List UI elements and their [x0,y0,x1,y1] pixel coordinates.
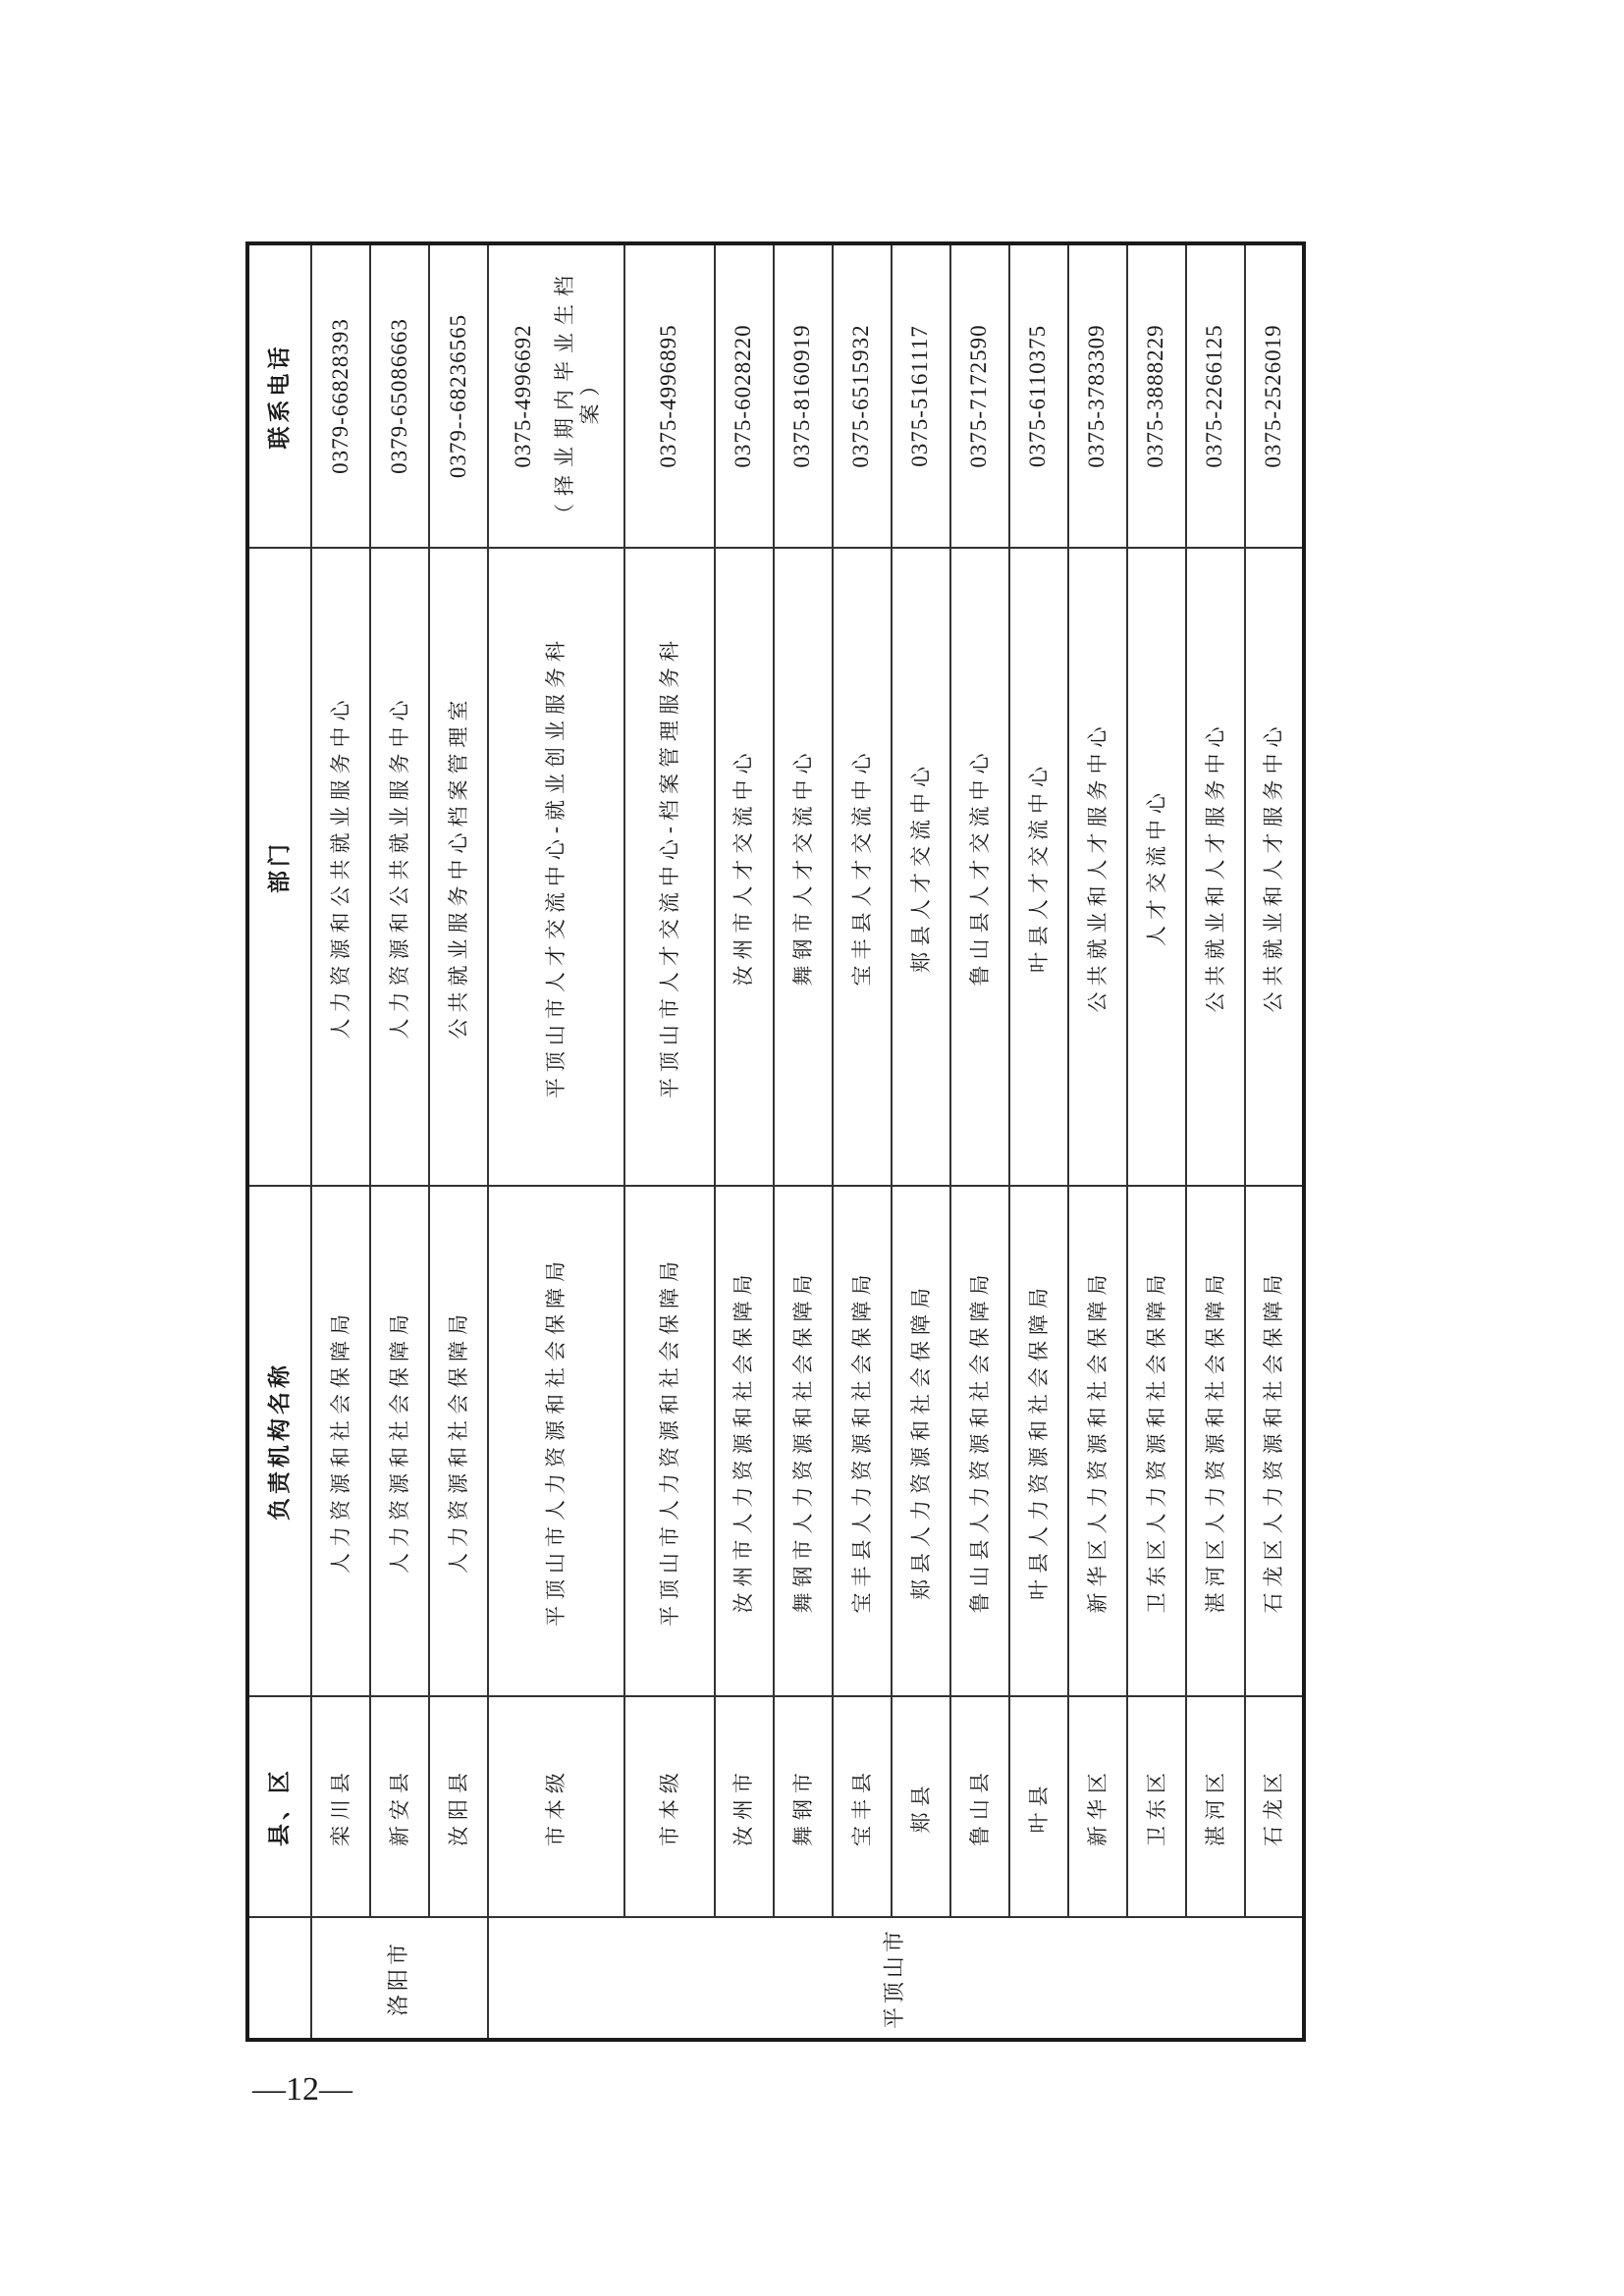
department-cell: 人力资源和公共就业服务中心 [311,548,370,1186]
department-cell: 宝丰县人才交流中心 [833,548,892,1186]
table-row [488,243,624,2040]
agency-cell: 宝丰县人力资源和社会保障局 [833,1186,892,1696]
county-cell: 石龙区 [1245,1696,1304,1917]
header-region [247,1917,311,2040]
table-row [429,243,488,2040]
phone-cell: 0379--68236565 [429,243,488,548]
agency-cell: 平顶山市人力资源和社会保障局 [488,1186,624,1696]
phone-cell: 0375-6110375 [1009,243,1068,548]
table-row [311,243,370,2040]
phone-cell: 0375-3888229 [1127,243,1186,548]
department-cell: 鲁山县人才交流中心 [950,548,1009,1186]
county-cell: 新安县 [370,1696,429,1917]
department-cell: 郏县人才交流中心 [892,548,950,1186]
agency-cell: 舞钢市人力资源和社会保障局 [774,1186,833,1696]
table-row [1186,243,1245,2040]
department-cell: 公共就业服务中心档案管理室 [429,548,488,1186]
county-cell: 叶县 [1009,1696,1068,1917]
table-row [892,243,950,2040]
county-cell: 宝丰县 [833,1696,892,1917]
table-row [624,243,714,2040]
table-row [1245,243,1304,2040]
county-cell: 新华区 [1068,1696,1127,1917]
county-cell: 湛河区 [1186,1696,1245,1917]
table-row [1127,243,1186,2040]
phone-number: 0375-4996692 [510,324,535,468]
header-county: 县、区 [247,1696,311,1917]
header-department: 部门 [247,548,311,1186]
table-row [1068,243,1127,2040]
phone-cell: 0379-65086663 [370,243,429,548]
city-cell-pingdingshan: 平顶山市 [488,1917,1304,2040]
department-cell: 公共就业和人才服务中心 [1068,548,1127,1186]
department-cell: 人力资源和公共就业服务中心 [370,548,429,1186]
department-cell: 舞钢市人才交流中心 [774,548,833,1186]
table-row [370,243,429,2040]
phone-cell: 0375-8160919 [774,243,833,548]
county-cell: 汝州市 [715,1696,774,1917]
department-cell: 公共就业和人才服务中心 [1245,548,1304,1186]
agency-cell: 平顶山市人力资源和社会保障局 [624,1186,714,1696]
rotated-table-container [245,245,1306,2042]
agency-cell: 人力资源和社会保障局 [370,1186,429,1696]
table-row [950,243,1009,2040]
table-row [1009,243,1068,2040]
phone-cell: 0375-6515932 [833,243,892,548]
department-cell: 汝州市人才交流中心 [715,548,774,1186]
phone-cell: 0375-2526019 [1245,243,1304,548]
header-agency: 负责机构名称 [247,1186,311,1696]
contact-table [245,241,1306,2042]
phone-note: （择业期内毕业生档案） [552,268,602,524]
department-cell: 公共就业和人才服务中心 [1186,548,1245,1186]
county-cell: 鲁山县 [950,1696,1009,1917]
agency-cell: 卫东区人力资源和社会保障局 [1127,1186,1186,1696]
agency-cell: 石龙区人力资源和社会保障局 [1245,1186,1304,1696]
agency-cell: 鲁山县人力资源和社会保障局 [950,1186,1009,1696]
table-row [774,243,833,2040]
county-cell: 市本级 [624,1696,714,1917]
phone-cell: 0375-5161117 [892,243,950,548]
agency-cell: 人力资源和社会保障局 [429,1186,488,1696]
phone-cell: 0375-3783309 [1068,243,1127,548]
county-cell: 栾川县 [311,1696,370,1917]
phone-cell [488,243,624,548]
page-number: —12— [252,2071,352,2108]
agency-cell: 湛河区人力资源和社会保障局 [1186,1186,1245,1696]
department-cell: 叶县人才交流中心 [1009,548,1068,1186]
county-cell: 汝阳县 [429,1696,488,1917]
table-row [833,243,892,2040]
agency-cell: 叶县人力资源和社会保障局 [1009,1186,1068,1696]
county-cell: 市本级 [488,1696,624,1917]
agency-cell: 汝州市人力资源和社会保障局 [715,1186,774,1696]
header-phone: 联系电话 [247,243,311,548]
agency-cell: 新华区人力资源和社会保障局 [1068,1186,1127,1696]
county-cell: 卫东区 [1127,1696,1186,1917]
agency-cell: 人力资源和社会保障局 [311,1186,370,1696]
table-row [715,243,774,2040]
department-cell: 人才交流中心 [1127,548,1186,1186]
phone-cell: 0379-66828393 [311,243,370,548]
city-cell-luoyang: 洛阳市 [311,1917,488,2040]
department-cell: 平顶山市人才交流中心-就业创业服务科 [488,548,624,1186]
department-cell: 平顶山市人才交流中心-档案管理服务科 [624,548,714,1186]
header-row [247,243,311,2040]
county-cell: 郏县 [892,1696,950,1917]
phone-cell: 0375-2266125 [1186,243,1245,548]
phone-cell: 0375-4996895 [624,243,714,548]
phone-cell: 0375-6028220 [715,243,774,548]
agency-cell: 郏县人力资源和社会保障局 [892,1186,950,1696]
phone-cell: 0375-7172590 [950,243,1009,548]
county-cell: 舞钢市 [774,1696,833,1917]
